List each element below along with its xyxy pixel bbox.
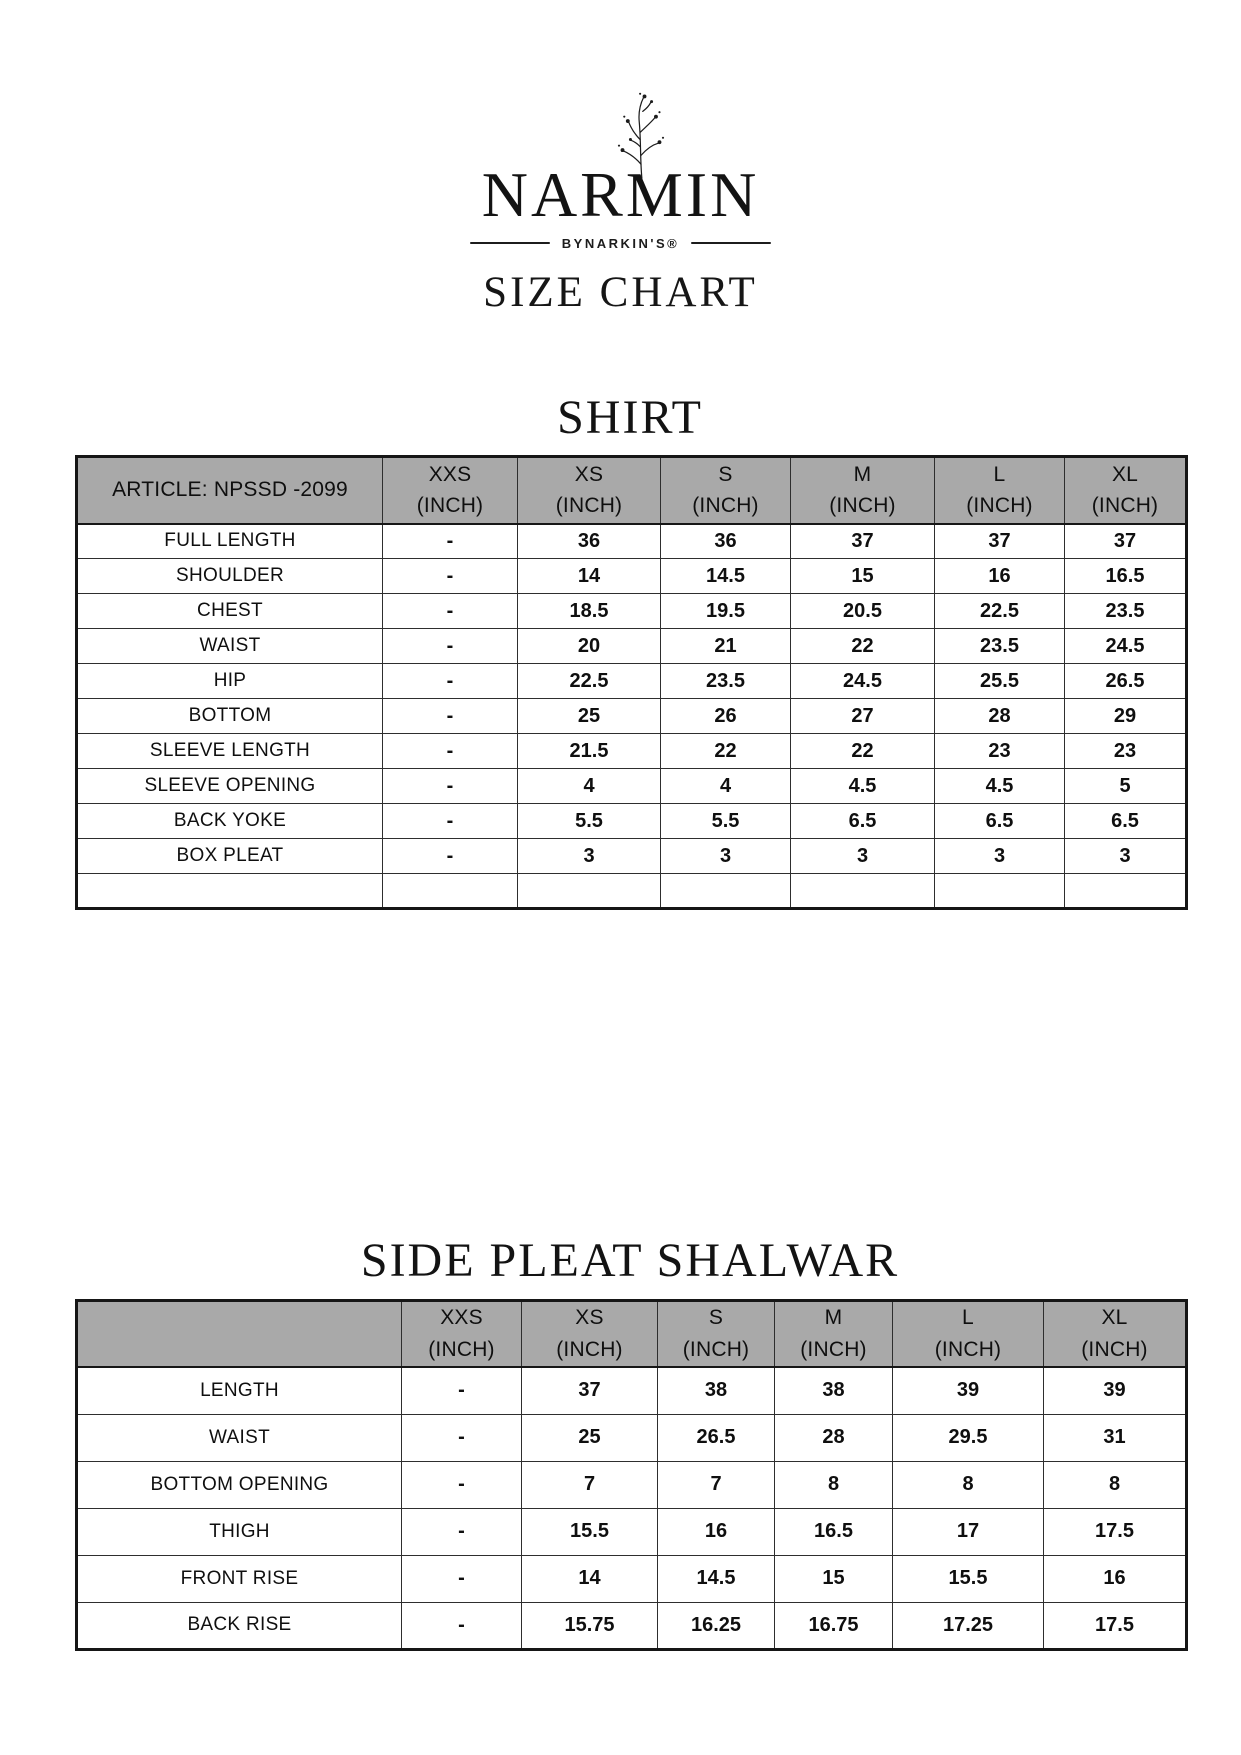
measurement-value: 36	[661, 524, 791, 559]
measurement-value	[935, 874, 1065, 909]
size-column-header-s	[661, 457, 791, 524]
plant-sprig-icon	[606, 92, 676, 180]
measurement-value: -	[383, 769, 518, 804]
measurement-value: 16	[1044, 1555, 1187, 1602]
size-column-header-m	[791, 457, 935, 524]
measurement-label: BACK RISE	[77, 1602, 402, 1649]
measurement-value: 31	[1044, 1414, 1187, 1461]
measurement-value: 22.5	[518, 664, 661, 699]
measurement-value: 37	[522, 1367, 658, 1414]
measurement-value: 5.5	[518, 804, 661, 839]
measurement-value: 26.5	[658, 1414, 775, 1461]
size-column-header-xs	[522, 1300, 658, 1367]
measurement-value: 21.5	[518, 734, 661, 769]
size-unit-label: (INCH)	[692, 494, 759, 518]
measurement-value: 5.5	[661, 804, 791, 839]
measurement-value: 8	[1044, 1461, 1187, 1508]
measurement-value: 27	[791, 699, 935, 734]
shirt-row-waist	[77, 629, 1187, 664]
measurement-value: 15.75	[522, 1602, 658, 1649]
brand-byline-text: BYNARKIN'S®	[561, 235, 680, 251]
measurement-label: LENGTH	[77, 1367, 402, 1414]
measurement-value: -	[383, 594, 518, 629]
measurement-value: -	[383, 734, 518, 769]
size-column-header-xl	[1044, 1300, 1187, 1367]
shirt-row-sleeve-length	[77, 734, 1187, 769]
measurement-value	[1065, 874, 1187, 909]
measurement-value: 15	[791, 559, 935, 594]
measurement-value: 39	[1044, 1367, 1187, 1414]
size-label: L	[962, 1306, 974, 1330]
measurement-value: 16	[935, 559, 1065, 594]
size-column-header-xs	[518, 457, 661, 524]
size-label: M	[853, 462, 872, 486]
brand-name: NARMIN	[481, 159, 760, 230]
measurement-value: 3	[518, 839, 661, 874]
measurement-value: 26	[661, 699, 791, 734]
measurement-value: 28	[775, 1414, 893, 1461]
measurement-label: SLEEVE LENGTH	[77, 734, 383, 769]
shirt-header-row	[77, 457, 1187, 524]
size-column-header-m	[775, 1300, 893, 1367]
size-unit-label: (INCH)	[682, 1337, 750, 1361]
byline-left-rule	[470, 242, 550, 244]
shirt-row-box-pleat	[77, 839, 1187, 874]
measurement-value: -	[402, 1602, 522, 1649]
measurement-value	[518, 874, 661, 909]
measurement-value: 15	[775, 1555, 893, 1602]
measurement-value: -	[402, 1414, 522, 1461]
measurement-value: 16.5	[1065, 559, 1187, 594]
size-label: L	[993, 462, 1006, 486]
measurement-value: 23	[1065, 734, 1187, 769]
size-unit-label: (INCH)	[1081, 1337, 1148, 1361]
measurement-value: -	[383, 559, 518, 594]
size-unit-label: (INCH)	[800, 1337, 867, 1361]
size-label: XL	[1101, 1306, 1128, 1330]
size-label: XS	[574, 462, 604, 486]
size-label: XXS	[440, 1306, 483, 1330]
measurement-value: 20	[518, 629, 661, 664]
size-label: XL	[1111, 462, 1139, 486]
shalwar-row-back-rise	[77, 1602, 1187, 1649]
measurement-value: 18.5	[518, 594, 661, 629]
measurement-value: 8	[775, 1461, 893, 1508]
shalwar-section	[75, 1236, 1185, 1650]
measurement-value: 6.5	[791, 804, 935, 839]
measurement-value: 39	[893, 1367, 1044, 1414]
shalwar-section-title: SIDE PLEAT SHALWAR	[360, 1234, 900, 1288]
measurement-label	[77, 874, 383, 909]
size-label: M	[824, 1306, 843, 1330]
size-unit-label: (INCH)	[555, 494, 623, 518]
measurement-value: 4	[661, 769, 791, 804]
measurement-label: WAIST	[77, 629, 383, 664]
measurement-value: 20.5	[791, 594, 935, 629]
shirt-row-empty	[77, 874, 1187, 909]
size-unit-label: (INCH)	[934, 1337, 1002, 1361]
measurement-value: 6.5	[935, 804, 1065, 839]
measurement-label: FULL LENGTH	[77, 524, 383, 559]
measurement-value: 17.25	[893, 1602, 1044, 1649]
measurement-value: -	[402, 1555, 522, 1602]
measurement-value: 4	[518, 769, 661, 804]
size-column-header-xl	[1065, 457, 1187, 524]
measurement-value: 16	[658, 1508, 775, 1555]
measurement-value: -	[383, 804, 518, 839]
measurement-value: 22.5	[935, 594, 1065, 629]
measurement-value: 6.5	[1065, 804, 1187, 839]
measurement-value: 16.75	[775, 1602, 893, 1649]
measurement-value: 14	[518, 559, 661, 594]
measurement-value: 7	[522, 1461, 658, 1508]
size-column-header-xxs	[383, 457, 518, 524]
measurement-value: 23.5	[661, 664, 791, 699]
size-label: S	[718, 462, 733, 486]
measurement-value: -	[383, 524, 518, 559]
measurement-label: BOTTOM OPENING	[77, 1461, 402, 1508]
shirt-size-table	[75, 455, 1188, 910]
measurement-value: -	[383, 629, 518, 664]
measurement-value: 38	[658, 1367, 775, 1414]
measurement-label: THIGH	[77, 1508, 402, 1555]
measurement-value: 15.5	[893, 1555, 1044, 1602]
measurement-value: 23	[935, 734, 1065, 769]
measurement-value: 37	[935, 524, 1065, 559]
measurement-value: -	[383, 664, 518, 699]
shirt-row-hip	[77, 664, 1187, 699]
measurement-label: HIP	[77, 664, 383, 699]
measurement-value: 3	[935, 839, 1065, 874]
size-column-header-xxs	[402, 1300, 522, 1367]
measurement-value: 3	[791, 839, 935, 874]
shalwar-size-table	[75, 1299, 1188, 1651]
measurement-value: 23.5	[1065, 594, 1187, 629]
size-label: XXS	[428, 462, 472, 486]
size-label: S	[708, 1306, 724, 1330]
brand-header	[0, 0, 1241, 317]
shalwar-row-bottom-opening	[77, 1461, 1187, 1508]
size-column-header-l	[893, 1300, 1044, 1367]
measurement-value: 21	[661, 629, 791, 664]
measurement-value: 24.5	[791, 664, 935, 699]
measurement-value: -	[402, 1367, 522, 1414]
measurement-value: 4.5	[935, 769, 1065, 804]
measurement-value: 17	[893, 1508, 1044, 1555]
shalwar-row-length	[77, 1367, 1187, 1414]
shalwar-row-waist	[77, 1414, 1187, 1461]
measurement-value: 37	[1065, 524, 1187, 559]
measurement-value: 17.5	[1044, 1508, 1187, 1555]
shirt-row-sleeve-opening	[77, 769, 1187, 804]
shalwar-row-front-rise	[77, 1555, 1187, 1602]
measurement-value: 3	[661, 839, 791, 874]
measurement-value: 29	[1065, 699, 1187, 734]
measurement-value: 4.5	[791, 769, 935, 804]
brand-byline	[0, 236, 1241, 251]
measurement-label: CHEST	[77, 594, 383, 629]
measurement-label: SHOULDER	[77, 559, 383, 594]
size-column-header-l	[935, 457, 1065, 524]
shirt-article-cell: ARTICLE: NPSSD -2099	[77, 457, 383, 524]
shalwar-article-cell	[77, 1300, 402, 1367]
measurement-value: -	[402, 1508, 522, 1555]
measurement-value: 14	[522, 1555, 658, 1602]
size-unit-label: (INCH)	[1091, 494, 1159, 518]
shalwar-row-thigh	[77, 1508, 1187, 1555]
measurement-value: 23.5	[935, 629, 1065, 664]
measurement-value: 16.25	[658, 1602, 775, 1649]
measurement-value: -	[383, 839, 518, 874]
measurement-value: 38	[775, 1367, 893, 1414]
size-column-header-s	[658, 1300, 775, 1367]
size-unit-label: (INCH)	[416, 494, 484, 518]
size-unit-label: (INCH)	[428, 1337, 495, 1361]
measurement-value: 7	[658, 1461, 775, 1508]
measurement-label: BOX PLEAT	[77, 839, 383, 874]
measurement-value	[383, 874, 518, 909]
page-title: SIZE CHART	[483, 268, 758, 316]
measurement-value: -	[383, 699, 518, 734]
byline-right-rule	[691, 242, 771, 244]
size-unit-label: (INCH)	[829, 494, 896, 518]
measurement-value: 17.5	[1044, 1602, 1187, 1649]
measurement-label: FRONT RISE	[77, 1555, 402, 1602]
shirt-row-back-yoke	[77, 804, 1187, 839]
measurement-label: BOTTOM	[77, 699, 383, 734]
measurement-value: 37	[791, 524, 935, 559]
measurement-value: 25.5	[935, 664, 1065, 699]
measurement-value: 22	[791, 734, 935, 769]
measurement-value: 5	[1065, 769, 1187, 804]
measurement-value: 25	[522, 1414, 658, 1461]
shirt-row-full-length	[77, 524, 1187, 559]
shirt-section-title: SHIRT	[557, 390, 703, 444]
measurement-label: BACK YOKE	[77, 804, 383, 839]
measurement-value: 22	[661, 734, 791, 769]
measurement-value: 3	[1065, 839, 1187, 874]
shirt-section	[75, 390, 1185, 910]
size-unit-label: (INCH)	[556, 1337, 623, 1361]
measurement-value: 36	[518, 524, 661, 559]
size-unit-label: (INCH)	[966, 494, 1033, 518]
shalwar-header-row	[77, 1300, 1187, 1367]
measurement-value: 19.5	[661, 594, 791, 629]
measurement-value: 16.5	[775, 1508, 893, 1555]
size-label: XS	[575, 1306, 604, 1330]
measurement-value: -	[402, 1461, 522, 1508]
measurement-value	[661, 874, 791, 909]
shirt-row-chest	[77, 594, 1187, 629]
measurement-label: SLEEVE OPENING	[77, 769, 383, 804]
measurement-value	[791, 874, 935, 909]
measurement-label: WAIST	[77, 1414, 402, 1461]
measurement-value: 14.5	[658, 1555, 775, 1602]
measurement-value: 22	[791, 629, 935, 664]
measurement-value: 25	[518, 699, 661, 734]
measurement-value: 14.5	[661, 559, 791, 594]
shirt-row-bottom	[77, 699, 1187, 734]
measurement-value: 8	[893, 1461, 1044, 1508]
measurement-value: 26.5	[1065, 664, 1187, 699]
shirt-row-shoulder	[77, 559, 1187, 594]
measurement-value: 15.5	[522, 1508, 658, 1555]
measurement-value: 28	[935, 699, 1065, 734]
measurement-value: 29.5	[893, 1414, 1044, 1461]
measurement-value: 24.5	[1065, 629, 1187, 664]
